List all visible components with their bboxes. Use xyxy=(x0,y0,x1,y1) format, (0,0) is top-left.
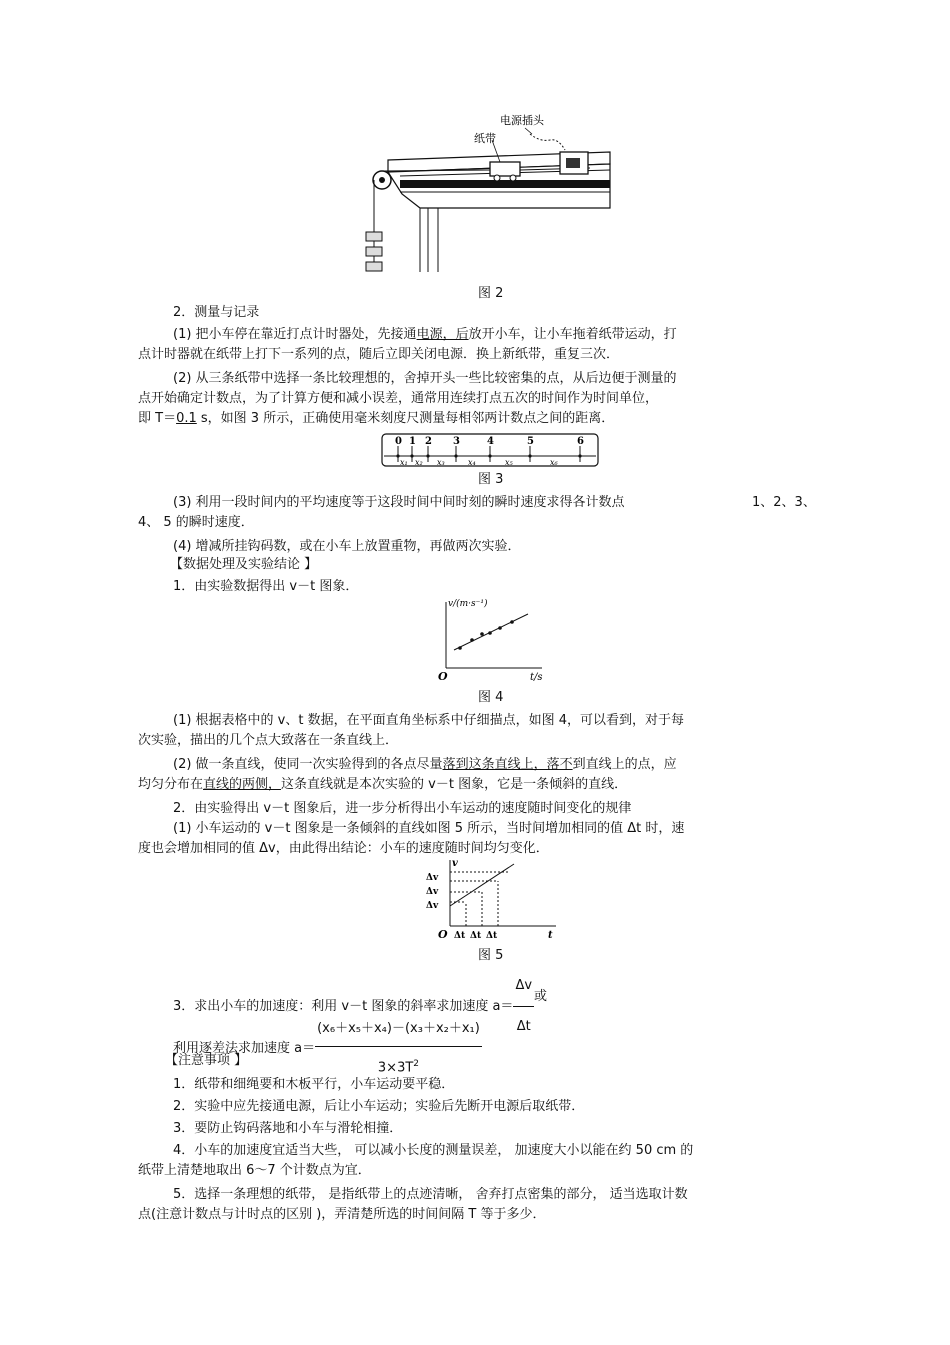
para-step3-line1 xyxy=(173,494,625,512)
data-point xyxy=(470,638,474,642)
vt-graph-figure-4 xyxy=(420,596,550,684)
text: s，如图 3 所示，正确使用毫米刻度尺测量每相邻两计数点之间的距离． xyxy=(196,411,615,426)
text: 这条直线就是本次实验的 v－t 图象，它是一条倾斜的直线． xyxy=(281,777,628,792)
note-4-line1: 4．小车的加速度宜适当大些， 可以减小长度的测量误差， 加速度大小以能在约 50 cm 的 xyxy=(173,1143,694,1158)
tape-dot xyxy=(488,454,491,457)
para-motion-line2: 度也会增加相同的值 Δv，由此得出结论：小车的速度随时间均匀变化． xyxy=(138,841,549,856)
tape-dot xyxy=(410,454,413,457)
section-notes: 【注意事项 】 xyxy=(165,1053,248,1068)
delta-v-label: Δv xyxy=(426,887,439,897)
para-plot-line2: 次实验，描出的几个点大致落在一条直线上． xyxy=(138,733,399,748)
delta-t-label: Δt xyxy=(486,931,498,941)
text: 利用逐差法求加速度 a＝ xyxy=(173,1041,316,1057)
numerator: Δv xyxy=(513,966,534,1007)
vt-line xyxy=(450,864,514,906)
denominator: Δt xyxy=(516,1019,531,1034)
para-step3-line2: 4、 5 的瞬时速度． xyxy=(138,515,254,530)
x-axis-label: t/s xyxy=(530,672,543,683)
note-4-line2: 纸带上清楚地取出 6～7 个计数点为宜． xyxy=(138,1163,371,1178)
tape-point-label: 6 xyxy=(577,436,584,447)
fraction-dv-dt xyxy=(513,966,534,1047)
label-paper-tape: 纸带 xyxy=(474,132,496,145)
para-step1-line1 xyxy=(173,326,677,344)
vt-graph-figure-5 xyxy=(424,856,564,942)
para-step2-line1: (2) 从三条纸带中选择一条比较理想的，舍掉开头一些比较密集的点，从后边便于测量的 xyxy=(173,371,677,386)
tape-segment-label: x₂ xyxy=(415,458,423,467)
data-point xyxy=(458,646,462,650)
text: (1) 把小车停在靠近打点计时器处，先接通 xyxy=(173,327,417,342)
tape-point-label: 0 xyxy=(395,436,402,447)
origin-label: O xyxy=(438,670,448,683)
y-axis-label: v/(m·s⁻¹) xyxy=(448,599,488,609)
item-1: 1．由实验数据得出 v－t 图象． xyxy=(173,579,359,594)
tape-dot xyxy=(528,454,531,457)
text: 到直线上的点，应 xyxy=(572,757,677,772)
para-motion-line1: (1) 小车运动的 v－t 图象是一条倾斜的直线如图 5 所示，当时间增加相同的值 Δt 时，速 xyxy=(173,821,685,836)
paper-tape-figure xyxy=(380,432,600,468)
tape-point-label: 1 xyxy=(409,436,416,447)
tape-dot xyxy=(426,454,429,457)
note-5-line1: 5．选择一条理想的纸带， 是指纸带上的点迹清晰， 舍弃打点密集的部分， 适当选取计数 xyxy=(173,1187,688,1202)
underlined-value: 0.1 xyxy=(176,411,197,426)
para-plot-line1: (1) 根据表格中的 v、t 数据，在平面直角坐标系中仔细描点，如图 4，可以看到，对于每 xyxy=(173,713,685,728)
data-point xyxy=(488,631,492,635)
para-step1-line2: 点计时器就在纸带上打下一系列的点，随后立即关闭电源．换上新纸带，重复三次． xyxy=(138,347,620,362)
y-axis-label: v xyxy=(452,858,458,869)
para-step3-points: 1、2、3、 xyxy=(752,495,816,510)
section-data-processing: 【数据处理及实验结论 】 xyxy=(170,557,318,572)
item-2: 2．由实验得出 v－t 图象后，进一步分析得出小车运动的速度随时间变化的规律 xyxy=(173,801,632,816)
origin-label: O xyxy=(438,928,448,941)
tape-segment-label: x₃ xyxy=(437,458,445,467)
numerator: (x₆＋x₅＋x₄)－(x₃＋x₂＋x₁) xyxy=(315,1012,482,1047)
figure-2-caption: 图 2 xyxy=(478,286,504,301)
delta-v-label: Δv xyxy=(426,873,439,883)
text: (2) 做一条直线，使同一次实验得到的各点尽量 xyxy=(173,757,443,772)
data-point xyxy=(480,632,484,636)
heading-measure-record: 2．测量与记录 xyxy=(173,305,260,320)
tape-segment-label: x₁ xyxy=(400,458,408,467)
text: 3．求出小车的加速度：利用 v－t 图象的斜率求加速度 a＝ xyxy=(173,999,514,1014)
fraction-difference-method xyxy=(315,1012,482,1085)
note-3: 3．要防止钩码落地和小车与滑轮相撞． xyxy=(173,1121,403,1136)
underlined-text: 电源，后 xyxy=(416,327,469,342)
label-power-plug: 电源插头 xyxy=(500,114,544,127)
tape-dot xyxy=(454,454,457,457)
para-step2-line2: 点开始确定计数点，为了计算方便和减小误差，通常用连续打点五次的时间作为时间单位， xyxy=(138,391,659,406)
tape-segment-label: x₆ xyxy=(550,458,558,467)
figure-5-caption: 图 5 xyxy=(478,948,504,963)
text: (3) 利用一段时间内的平均速度等于这段时间中间时刻的瞬时速度求得各计数点 xyxy=(173,495,625,510)
para-step2-line3 xyxy=(138,410,614,428)
delta-v-label: Δv xyxy=(426,901,439,911)
tape-point-label: 5 xyxy=(527,436,534,447)
underlined-text: 直线的两侧， xyxy=(203,777,282,792)
text: 放开小车，让小车拖着纸带运动，打 xyxy=(468,327,677,342)
figure-4-caption: 图 4 xyxy=(478,690,504,705)
tape-point-label: 3 xyxy=(453,436,460,447)
tape-point-label: 2 xyxy=(425,436,432,447)
underlined-text: 落到这条直线上，落不 xyxy=(442,757,573,772)
note-5-line2: 点(注意计数点与计时点的区别 )，弄清楚所选的时间间隔 T 等于多少． xyxy=(138,1207,546,1222)
para-line-fit-1 xyxy=(173,756,677,774)
data-point xyxy=(498,626,502,630)
tape-point-label: 4 xyxy=(487,436,494,447)
delta-t-label: Δt xyxy=(454,931,466,941)
note-1: 1．纸带和细绳要和木板平行，小车运动要平稳． xyxy=(173,1077,455,1092)
text: 均匀分布在 xyxy=(138,777,204,792)
text: 3×3T xyxy=(377,1060,414,1076)
tape-segment-label: x₅ xyxy=(505,458,513,467)
note-2: 2．实验中应先接通电源，后让小车运动；实验后先断开电源后取纸带． xyxy=(173,1099,585,1114)
exponent: 2 xyxy=(413,1059,420,1069)
para-line-fit-2 xyxy=(138,776,627,794)
text: 即 T＝ xyxy=(138,411,177,426)
apparatus-figure xyxy=(360,112,620,282)
data-point xyxy=(510,620,514,624)
tape-segment-label: x₄ xyxy=(468,458,476,467)
para-step4: (4) 增减所挂钩码数，或在小车上放置重物，再做两次实验． xyxy=(173,539,521,554)
text: 或 xyxy=(534,989,548,1004)
x-axis-label: t xyxy=(548,930,553,941)
delta-t-label: Δt xyxy=(470,931,482,941)
difference-method-formula xyxy=(173,1012,482,1085)
tape-dot xyxy=(578,454,581,457)
figure-3-caption: 图 3 xyxy=(478,472,504,487)
